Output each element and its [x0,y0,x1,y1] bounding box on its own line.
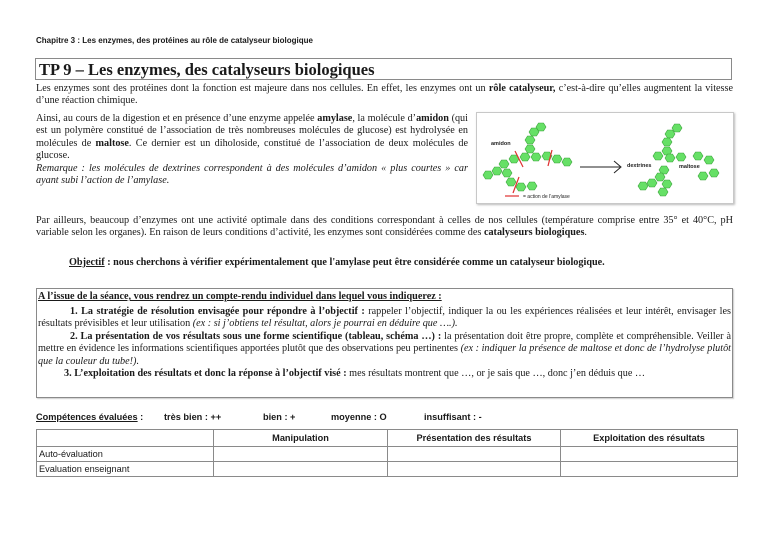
item-3-title: 3. L’exploitation des résultats et donc la réponse à l’objectif visé : [64,368,347,379]
header-presentation: Présentation des résultats [388,430,561,447]
dextrines-molecule-icon [638,124,686,196]
cell-teacher-presentation[interactable] [388,462,561,477]
cell-teacher-manipulation[interactable] [214,462,388,477]
title-box [35,58,732,80]
item-2-text: la présentation doit être propre, complète et compréhensible. Veiller à mettre en évidence les informations scientifiques apportées plutôt que des observations peu pertinentes [38,331,731,355]
table-row [37,462,738,477]
term-amidon: amidon [416,113,449,124]
item-1-example: (ex : si j’obtiens tel résultat, alors je pourrai en déduire que ….). [192,318,458,330]
header-manipulation: Manipulation [214,430,388,447]
competences-sep: : [137,412,144,422]
intro-text: Les enzymes sont des protéines dont la fonction est majeure dans nos cellules. En effet, les enzymes ont un [36,83,489,94]
scale-bien: bien : + [263,412,296,422]
digestion-text: (qui est un polymère constitué de l’association de très nombreuses molécules de glucose) est hydrolysée en molécules de [36,113,468,149]
digestion-text: Ainsi, au cours de la digestion et en présence d’une enzyme appelée [36,113,318,124]
header-empty [37,430,214,447]
page-title: TP 9 – Les enzymes, des catalyseurs biologiques [39,60,375,79]
report-item-3 [64,368,645,380]
report-item-1 [38,306,731,331]
table-header-row [37,430,738,447]
digestion-text: , la molécule d’ [352,113,417,124]
item-2-title: 2. La présentation de vos résultats sous une forme scientifique (tableau, schéma …) : [70,331,442,342]
competences-label: Compétences évaluées [36,412,138,422]
report-item-2 [38,331,731,368]
report-instructions-box [36,288,733,398]
amylase-diagram [476,112,734,204]
row-label-auto-evaluation: Auto-évaluation [37,447,214,462]
hydrolysis-diagram-icon [477,113,735,205]
cell-auto-presentation[interactable] [388,447,561,462]
digestion-text: . Ce dernier est un diholoside, constitué de l’association de deux molécules de glucose. [36,137,468,162]
objective [69,257,605,268]
amidon-molecule-icon [483,123,572,191]
item-3-text: mes résultats montrent que …, or je sais que …, donc j’en déduis que … [346,368,646,379]
evaluation-table [36,429,738,477]
cell-auto-manipulation[interactable] [214,447,388,462]
competences-label-wrap [36,412,143,422]
item-2-example: (ex : indiquer la présence de maltose et donc de l’hydrolyse plutôt que la couleur du tube!). [38,343,731,367]
remark-text: Remarque : les molécules de dextrines correspondent à des molécules d’amidon « plus courtes » car ayant subi l’action de l’amylase. [36,162,468,187]
scale-tres-bien: très bien : ++ [164,412,222,422]
item-1-title: 1. La stratégie de résolution envisagée pour répondre à l’objectif : [70,306,365,317]
dextrines-label: dextrines [627,163,652,169]
header-exploitation: Exploitation des résultats [561,430,738,447]
arrow-right-icon [580,161,621,173]
intro-bold-term: rôle catalyseur, [488,83,556,94]
cell-teacher-exploitation[interactable] [561,462,738,477]
chapter-heading: Chapitre 3 : Les enzymes, des protéines au rôle de catalyseur biologique [36,36,313,45]
term-amylase: amylase [317,113,353,124]
conditions-paragraph [36,215,733,240]
scale-insuffisant: insuffisant : - [424,412,482,422]
cell-auto-exploitation[interactable] [561,447,738,462]
objective-label: Objectif [69,257,105,268]
digestion-paragraph [36,113,468,187]
item-1-text: rappeler l’objectif, indiquer la ou les expériences réalisées et leur intérêt, envisager les résultats prévisibles et leur utilisation [38,306,731,330]
conditions-text: Par ailleurs, beaucoup d’enzymes ont une activité optimale dans des conditions correspondant à celles de nos cellules (température comprise entre 35° et 40°C, pH variable selon les organes). En raison de leurs conditions d’activité, les enzymes sont considérées comme des [36,215,733,239]
term-maltose: maltose [95,137,129,149]
objective-text: : nous cherchons à vérifier expérimentalement que l'amylase peut être considérée comme un catalyseur biologique. [104,257,605,268]
intro-paragraph [36,83,733,108]
scale-moyenne: moyenne : O [331,412,387,422]
intro-text-end: c’est-à-dire qu’elles augmentent la vitesse d’une réaction chimique. [36,83,734,107]
period: . [584,227,587,239]
legend-label: = action de l’amylase [523,194,570,200]
term-catalyseurs-biologiques: catalyseurs biologiques [483,227,585,239]
row-label-evaluation-enseignant: Evaluation enseignant [37,462,214,477]
report-heading: A l’issue de la séance, vous rendrez un compte-rendu individuel dans lequel vous indiquerez : [38,291,442,302]
maltose-label: maltose [679,164,700,170]
table-row [37,447,738,462]
amidon-label: amidon [491,141,511,147]
